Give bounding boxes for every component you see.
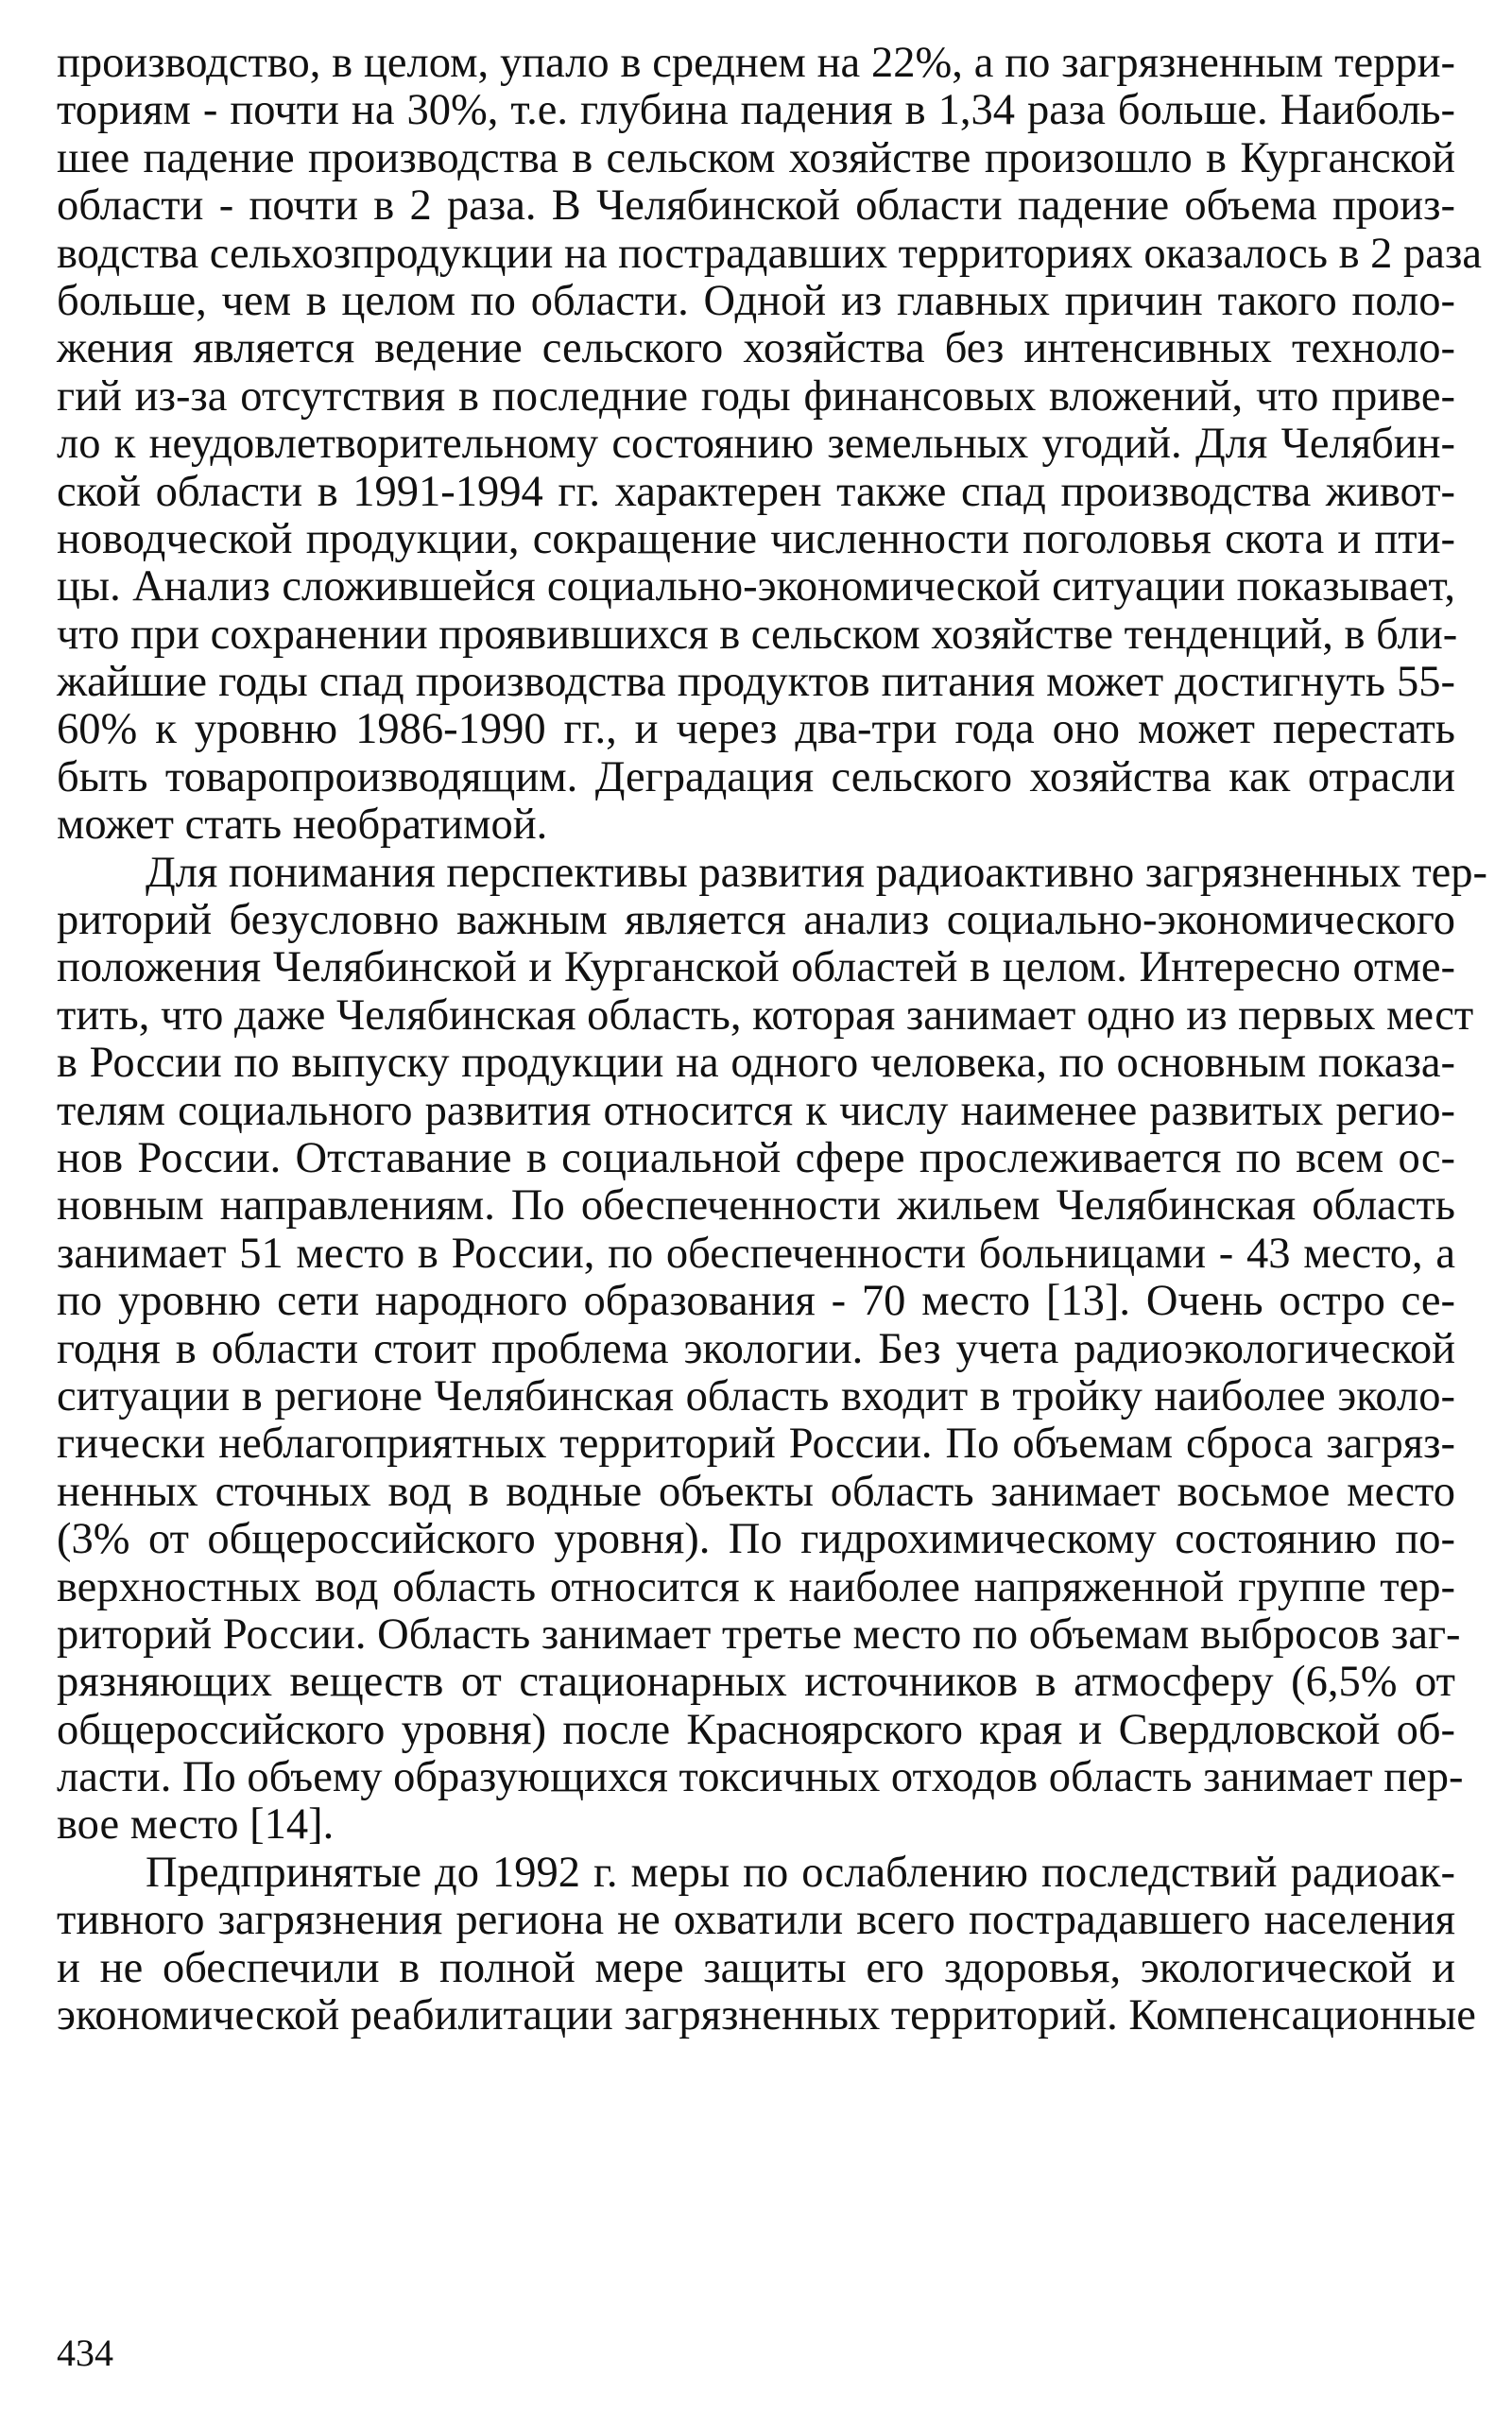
text-line: новным направлениям. По обеспеченности жильем Челябинская область — [57, 1181, 1455, 1231]
text-line: ло к неудовлетворительному состоянию земельных угодий. Для Челябин- — [57, 420, 1455, 469]
text-line: может стать необратимой. — [57, 800, 548, 850]
paragraph-3 — [57, 1848, 1476, 2040]
text-line: Предпринятые до 1992 г. меры по ослаблению последствий радиоак- — [146, 1848, 1455, 1897]
text-line: рязняющих веществ от стационарных источников в атмосферу (6,5% от — [57, 1658, 1455, 1707]
text-line: Для понимания перспективы развития радиоактивно загрязненных тер- — [146, 848, 1488, 897]
text-line: ненных сточных вод в водные объекты область занимает восьмое место — [57, 1467, 1455, 1516]
text-line: годня в области стоит проблема экологии. Без учета радиоэкологической — [57, 1324, 1455, 1373]
text-line: телям социального развития относится к числу наименее развитых регио- — [57, 1086, 1455, 1135]
text-line: производство, в целом, упало в среднем на 22%, а по загрязненным терри- — [57, 39, 1455, 87]
text-line: ториям - почти на 30%, т.е. глубина падения в 1,34 раза больше. Наиболь- — [57, 86, 1455, 135]
text-line: тить, что даже Челябинская область, которая занимает одно из первых мест — [57, 990, 1474, 1040]
text-line: и не обеспечили в полной мере защиты его здоровья, экологической и — [57, 1943, 1455, 1992]
text-line: цы. Анализ сложившейся социально-экономической ситуации показывает, — [57, 562, 1455, 611]
text-line: 60% к уровню 1986-1990 гг., и через два-три года оно может перестать — [57, 705, 1455, 754]
text-line: положения Челябинской и Курганской областей в целом. Интересно отме- — [57, 943, 1455, 992]
paragraph-2 — [57, 848, 1488, 1850]
text-line: водства сельхозпродукции на пострадавших территориях оказалось в 2 раза — [57, 229, 1482, 278]
text-line: ласти. По объему образующихся токсичных отходов область занимает пер- — [57, 1753, 1464, 1802]
paragraph-1 — [57, 39, 1482, 850]
text-line: гий из-за отсутствия в последние годы финансовых вложений, что приве- — [57, 371, 1455, 421]
text-line: ской области в 1991-1994 гг. характерен также спад производства живот- — [57, 467, 1455, 516]
text-line: гически неблагоприятных территорий России. По объемам сброса загряз- — [57, 1420, 1455, 1469]
text-line: по уровню сети народного образования - 70 место [13]. Очень остро се- — [57, 1277, 1455, 1326]
text-line: риторий России. Область занимает третье место по объемам выбросов заг- — [57, 1610, 1461, 1659]
text-line: больше, чем в целом по области. Одной из главных причин такого поло- — [57, 276, 1455, 325]
text-line: ситуации в регионе Челябинская область входит в тройку наиболее эколо- — [57, 1371, 1455, 1420]
text-line: общероссийского уровня) после Красноярского края и Свердловской об- — [57, 1705, 1455, 1754]
text-line: тивного загрязнения региона не охватили всего пострадавшего населения — [57, 1896, 1455, 1945]
text-line: экономической реабилитации загрязненных территорий. Компенсационные — [57, 1991, 1476, 2040]
text-line: риторий безусловно важным является анализ социально-экономического — [57, 896, 1455, 945]
page-number: 434 — [57, 2332, 113, 2374]
text-line: новодческой продукции, сокращение численности поголовья скота и пти- — [57, 514, 1455, 563]
body-text — [57, 39, 1488, 2040]
text-line: в России по выпуску продукции на одного человека, по основным показа- — [57, 1039, 1455, 1088]
text-line: вое место [14]. — [57, 1800, 335, 1850]
text-line: верхностных вод область относится к наиболее напряженной группе тер- — [57, 1562, 1455, 1611]
text-line: что при сохранении проявившихся в сельском хозяйстве тенденций, в бли- — [57, 610, 1458, 659]
text-line: шее падение производства в сельском хозяйстве произошло в Курганской — [57, 133, 1455, 182]
text-line: занимает 51 место в России, по обеспеченности больницами - 43 место, а — [57, 1229, 1455, 1278]
text-line: нов России. Отставание в социальной сфере прослеживается по всем ос- — [57, 1133, 1455, 1182]
text-line: быть товаропроизводящим. Деградация сельского хозяйства как отрасли — [57, 752, 1455, 801]
text-line: области - почти в 2 раза. В Челябинской области падение объема произ- — [57, 181, 1455, 231]
text-line: (3% от общероссийского уровня). По гидрохимическому состоянию по- — [57, 1515, 1455, 1564]
text-line: жайшие годы спад производства продуктов питания может достигнуть 55- — [57, 658, 1455, 707]
text-line: жения является ведение сельского хозяйства без интенсивных техноло- — [57, 324, 1455, 373]
